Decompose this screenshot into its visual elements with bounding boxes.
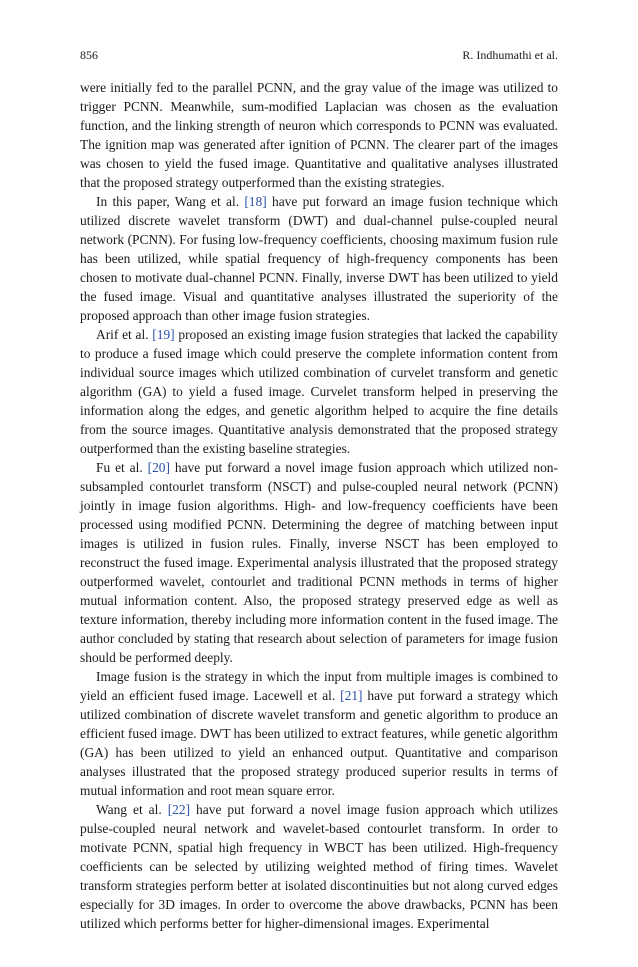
paragraph-text: Image fusion is the strategy in which the input from multiple images is combined to yield an efficient fused image. Lacewell et al. <box>80 669 558 703</box>
citation-link[interactable]: [18] <box>244 194 267 209</box>
body-text <box>80 78 558 933</box>
paragraph-text: proposed an existing image fusion strategies that lacked the capability to produce a fused image which could preserve the complete information content from individual source images which utilized combination of curvelet transform and genetic algorithm (GA) to yield a fused image. Curvelet transform helped in preserving the information along the edges, and genetic algorithm helped to acquire the fine details from the source images. Quantitative analysis demonstrated that the proposed strategy outperformed than the existing baseline strategies. <box>80 327 558 456</box>
paragraph-text: In this paper, Wang et al. <box>96 194 245 209</box>
citation-link[interactable]: [20] <box>147 460 170 475</box>
citation-link[interactable]: [19] <box>152 327 175 342</box>
running-head-authors: R. Indhumathi et al. <box>462 48 558 62</box>
paragraph <box>80 458 558 667</box>
paragraph-text: were initially fed to the parallel PCNN, and the gray value of the image was utilized to trigger PCNN. Meanwhile, sum-modified Laplacian was chosen as the evaluation function, and the linking strength of neuron which corresponds to PCNN was evaluated. The ignition map was generated after ignition of PCNN. The clearer part of the images was chosen to yield the fused image. Quantitative and qualitative analyses illustrated that the proposed strategy outperformed than the existing strategies. <box>80 80 558 190</box>
paragraph-text: have put forward a novel image fusion approach which utilized non-subsampled contourlet transform (NSCT) and pulse-coupled neural network (PCNN) jointly in image fusion algorithms. High- and low-frequency coefficients have been processed using modified PCNN. Determining the degree of matching between input images is utilized in fusion rules. Finally, inverse NSCT has been employed to reconstruct the fused image. Experimental analysis illustrated that the proposed strategy outperformed wavelet, contourlet and traditional PCNN methods in terms of higher mutual information content. Also, the proposed strategy preserved edge as well as texture information, thereby including more information content in the fused image. The author concluded by stating that research about selection of parameters for image fusion should be performed deeply. <box>80 460 558 665</box>
paragraph <box>80 667 558 800</box>
paragraph-text: have put forward a strategy which utilized combination of discrete wavelet transform and genetic algorithm to produce an efficient fused image. DWT has been utilized to extract features, while genetic algorithm (GA) has been utilized to yield an enhanced output. Quantitative and comparison analyses illustrated that the proposed strategy produced superior results in terms of mutual information and root mean square error. <box>80 688 558 798</box>
paragraph-text: have put forward a novel image fusion approach which utilizes pulse-coupled neural network and wavelet-based contourlet transform. In order to motivate PCNN, spatial high frequency in WBCT has been utilized. High-frequency coefficients can be selected by utilizing weighted method of firing times. Wavelet transform strategies perform better at isolated discontinuities but not along curved edges especially for 3D images. In order to overcome the above drawbacks, PCNN has been utilized which performs better for higher-dimensional images. Experimental <box>80 802 559 931</box>
paragraph-text: Fu et al. <box>96 460 148 475</box>
paragraph <box>80 800 558 933</box>
citation-link[interactable]: [22] <box>167 802 191 817</box>
citation-link[interactable]: [21] <box>340 688 363 703</box>
paragraph-text: have put forward an image fusion technique which utilized discrete wavelet transform (DWT) and dual-channel pulse-coupled neural network (PCNN). For fusing low-frequency coefficients, choosing maximum fusion rule has been utilized, while spatial frequency of high-frequency components has been chosen to motivate dual-channel PCNN. Finally, inverse DWT has been utilized to yield the fused image. Visual and quantitative analyses illustrated the superiority of the proposed approach than other image fusion strategies. <box>80 194 559 323</box>
paragraph <box>80 325 558 458</box>
page-number: 856 <box>80 48 98 62</box>
paragraph <box>80 192 558 325</box>
paragraph-text: Wang et al. <box>96 802 168 817</box>
paragraph-text: Arif et al. <box>96 327 153 342</box>
paragraph <box>80 78 558 192</box>
